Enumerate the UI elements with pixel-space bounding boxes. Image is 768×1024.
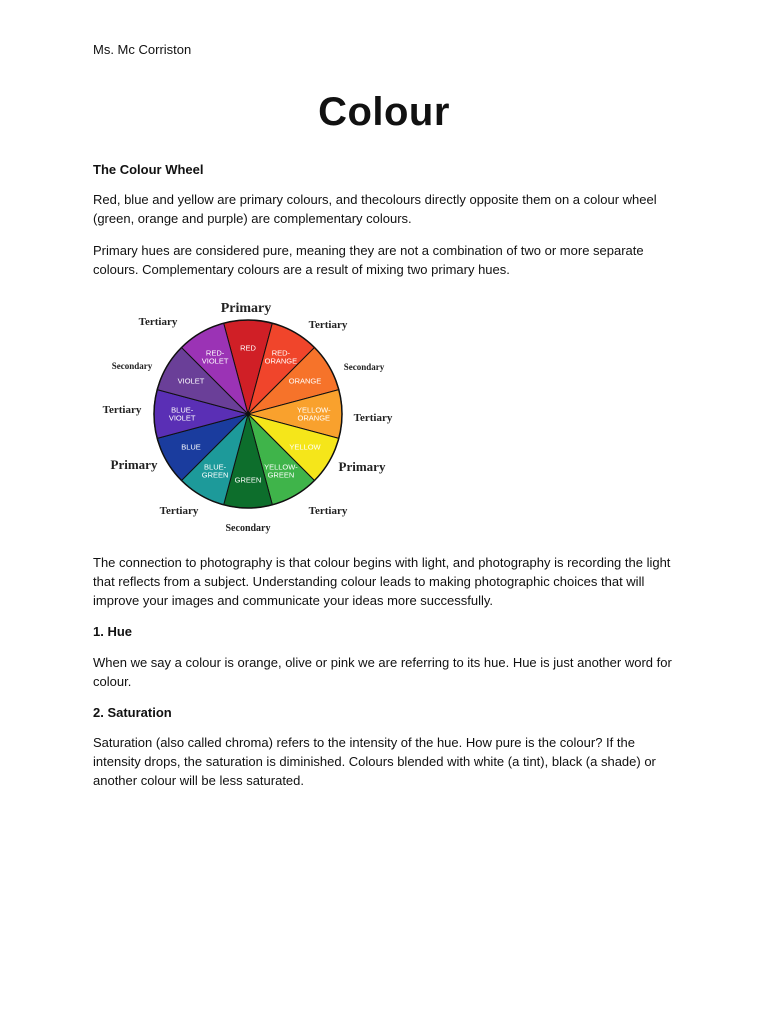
wheel-segment-label: BLUE-VIOLET <box>168 405 196 423</box>
label-tertiary-top-right: Tertiary <box>308 319 348 331</box>
paragraph-primary-colours: Red, blue and yellow are primary colours, and thecolours directly opposite them on a colour wheel (green, orange and purple) are complementary colours. <box>93 192 657 226</box>
page-title: Colour <box>318 90 450 134</box>
wheel-segment-label: VIOLET <box>177 376 205 386</box>
label-tertiary-bottom-left: Tertiary <box>159 505 199 517</box>
paragraph-saturation: Saturation (also called chroma) refers to the intensity of the hue. How pure is the colour? If the intensity drops, the saturation is diminished. Colours blended with white (a tint), black (a shade) or another colour will be less saturated. <box>93 735 656 788</box>
colour-wheel-svg <box>98 296 398 536</box>
colour-wheel-figure <box>98 296 398 536</box>
label-tertiary-top-left: Tertiary <box>138 316 178 328</box>
wheel-segment-label: GREEN <box>234 475 262 485</box>
label-secondary-bottom: Secondary <box>225 523 271 534</box>
wheel-segment-label: RED-ORANGE <box>264 348 298 366</box>
label-primary-right: Primary <box>338 459 386 474</box>
hue-heading: 1. Hue <box>93 624 133 639</box>
wheel-segment-label: RED <box>240 343 256 353</box>
wheel-segment-label: RED-VIOLET <box>201 348 229 366</box>
author-name: Ms. Mc Corriston <box>93 42 192 57</box>
wheel-segment-label: YELLOW-ORANGE <box>296 405 331 423</box>
paragraph-primary-hues: Primary hues are considered pure, meaning they are not a combination of two or more separate colours. Complementary colours are a result of mixing two primary hues. <box>93 243 644 277</box>
label-secondary-right: Secondary <box>343 362 385 372</box>
label-tertiary-left: Tertiary <box>102 404 142 416</box>
label-primary-top: Primary <box>220 301 272 316</box>
label-tertiary-bottom-right: Tertiary <box>308 505 348 517</box>
saturation-heading: 2. Saturation <box>93 705 172 720</box>
paragraph-photography: The connection to photography is that colour begins with light, and photography is recording the light that reflects from a subject. Understanding colour leads to making photographic choices that will improve your images and communicate your ideas more successfully. <box>93 555 671 608</box>
paragraph-hue: When we say a colour is orange, olive or pink we are referring to its hue. Hue is just another word for colour. <box>93 655 672 689</box>
wheel-segment-label: YELLOW-GREEN <box>264 462 298 480</box>
wheel-segment-label: ORANGE <box>288 376 322 386</box>
section-heading: The Colour Wheel <box>93 162 204 177</box>
colour-wheel-segments <box>154 320 342 508</box>
label-secondary-left: Secondary <box>111 361 153 371</box>
label-tertiary-right: Tertiary <box>353 412 393 424</box>
wheel-segment-label: BLUE-GREEN <box>201 462 229 480</box>
wheel-segment-label: YELLOW <box>289 442 321 452</box>
wheel-segment-label: BLUE <box>181 442 201 452</box>
label-primary-left: Primary <box>110 457 158 472</box>
